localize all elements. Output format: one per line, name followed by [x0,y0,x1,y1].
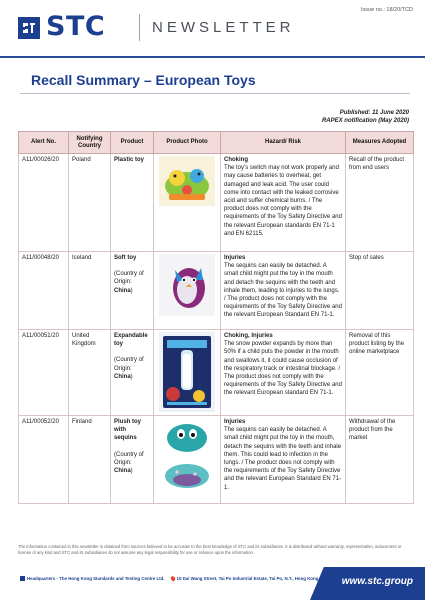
origin-label: (Country of Origin: [114,271,144,286]
alert-no-cell: A11/00052/20 [19,416,69,504]
expandable-toy-image [159,332,215,412]
hazard-cell [221,330,346,416]
hazard-cell [221,154,346,252]
product-photo-cell [154,252,221,330]
rapex-notification: RAPEX notification (May 2020) [321,118,409,124]
hazard-description: The sequins can easily be detached. A small child might put the toy in the mouth and detach the sequins with the teeth and inhale them, leading to injuries to the lungs. / The product does not comply with the requirements of the Toy Safety Directive and the relevant European Standard EN 71-1. [224,263,342,319]
origin-label: (Country of Origin: [114,451,144,466]
product-photo-cell [154,330,221,416]
product-name: Plush toy with sequins [114,419,142,442]
measures-cell: Withdrawal of the product from the market [346,416,414,504]
header-divider [139,14,140,41]
hq-address: 10 Dai Wang Street, Tai Po Industrial Estate, Tai Po, N.T., Hong Kong [176,576,319,581]
stc-logo [0,13,124,43]
stc-logo-icon [18,17,40,39]
product-cell [111,252,154,330]
product-name: Plastic toy [114,157,145,163]
hazard-cell [221,252,346,330]
plush-toy-image [159,418,215,496]
soft-toy-image [159,254,215,316]
published-date: Published: 11 June 2020 [339,110,409,116]
alert-no-cell: A11/00026/20 [19,154,69,252]
table-header-row [19,132,414,154]
measures-cell: Stop of sales [346,252,414,330]
hazard-title: Choking, Injuries [224,333,273,339]
hazard-description: The toy’s switch may not work properly and may cause batteries to overheat, get damaged and leak acid. The user could come into contact with the leaked corrosive acid and suffer chemical burns. / The product does not comply with the requirements of the Toy Safety Directive and the relevant European standards EN 71-1 and EN 62115. [224,165,342,237]
hazard-description: The sequins can easily be detached. A small child might put the toy in the mouth, detach the sequins with the teeth and inhale them. This could lead to infection in the lungs. / The product does not comply with the requirements of the Toy Safety Directive and the relevant European Standard EN 71-1. [224,427,342,491]
origin-value: China [114,287,131,294]
alert-no-cell: A11/00051/20 [19,330,69,416]
header-alert-no: Alert No. [19,132,69,154]
product-photo-expandable-toy [159,332,215,412]
plastic-toy-image [159,156,215,206]
recall-table [18,131,414,504]
product-cell [111,330,154,416]
footer-left [0,567,330,600]
hazard-cell [221,416,346,504]
page-footer [0,567,425,600]
measures-cell: Removal of this product listing by the online marketplace [346,330,414,416]
header-rule [0,56,425,58]
hq-label: Headquarters - The Hong Kong Standards and Testing Centre Ltd. [27,576,165,581]
product-photo-soft-toy [159,254,215,316]
newsletter-label: NEWSLETTER [152,19,295,36]
brand-name: STC [46,11,106,42]
hazard-title: Choking [224,157,248,163]
stc-small-logo-icon [20,576,25,581]
product-origin: (Country of Origin: China) [114,357,144,380]
header-measures-adopted: Measures Adopted [346,132,414,154]
website-link[interactable]: www.stc.group [341,576,413,587]
product-cell [111,416,154,504]
header-product: Product [111,132,154,154]
header-notifying-country: Notifying Country [69,132,111,154]
product-photo-cell [154,416,221,504]
product-origin: (Country of Origin: China) [114,271,144,294]
hazard-description: The snow powder expands by more than 50% if a child puts the powder in the mouth and swallows it, it could cause occlusion of the respiratory track or intestinal blockage. / The product does not comply with the requirements of the Toy Safety Directive and the relevant European standard EN 71-1. [224,341,342,397]
origin-value: China [114,468,131,475]
table-row [19,330,414,416]
product-photo-plastic-toy [159,156,215,206]
headquarters-info [20,576,318,581]
header-product-photo: Product Photo [154,132,221,154]
country-cell: Iceland [69,252,111,330]
hazard-title: Injuries [224,255,246,261]
disclaimer: The information contained in this newsletter is obtained from sources believed to be accurate to the best knowledge of STC and its subsidiaries. It is distributed without warranty, representation, inducement or license of any kind and STC and its subsidiaries do not assume any legal responsibility for use or reliance upon the information. [18,544,402,555]
product-photo-plush-toy [159,418,215,496]
origin-label: (Country of Origin: [114,357,144,372]
country-cell: Finland [69,416,111,504]
product-photo-cell [154,154,221,252]
location-pin-icon [169,576,175,582]
country-cell: Poland [69,154,111,252]
page-header [0,0,425,58]
header-hazard-risk: Hazard/ Risk [221,132,346,154]
page-title: Recall Summary – European Toys [31,72,256,88]
issue-number: Issue no.: 18/20/TCD [361,7,413,13]
product-cell [111,154,154,252]
measures-cell: Recall of the product from end users [346,154,414,252]
product-name: Expandable toy [114,333,148,348]
table-row [19,252,414,330]
country-cell: United Kingdom [69,330,111,416]
table-row [19,416,414,504]
origin-value: China [114,373,131,380]
table-row [19,154,414,252]
product-origin: (Country of Origin: China) [114,451,144,475]
product-name: Soft toy [114,255,137,261]
publication-info [322,109,409,125]
title-underline [20,93,410,94]
hazard-title: Injuries [224,419,246,425]
alert-no-cell: A11/00048/20 [19,252,69,330]
